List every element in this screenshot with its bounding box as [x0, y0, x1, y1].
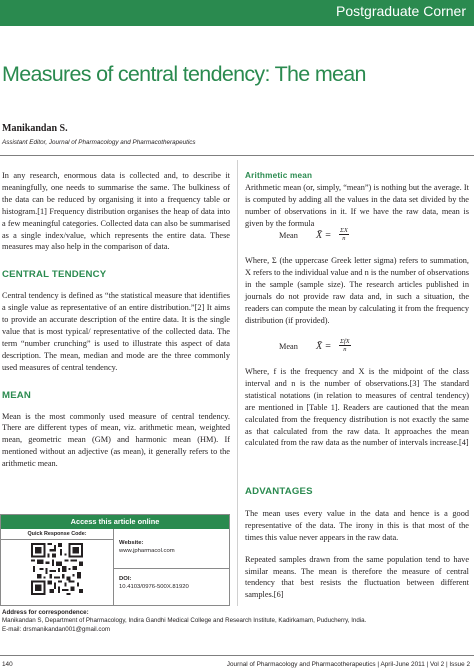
arithmetic-mean-heading: Arithmetic mean: [245, 171, 313, 180]
advantages-paragraph-2: Repeated samples drawn from the same population tend to have similar means. The mean is therefore the measure of central tendency that best resists the fluctuation between different samples.[6]: [245, 554, 469, 600]
access-heading: Access this article online: [1, 515, 229, 529]
formula-denominator: n: [342, 235, 346, 242]
advantages-paragraph-1: The mean uses every value in the data and hence is a good representative of the data. The irony in this is that most of the times this value never appears in the raw data.: [245, 508, 469, 542]
doi-block: [119, 575, 189, 591]
author-affiliation: Assistant Editor, Journal of Pharmacology and Pharmacotherapeutics: [2, 139, 196, 146]
formula-lhs: X̄ =: [316, 341, 332, 352]
formula-label: Mean: [279, 231, 298, 240]
formula-fraction: [339, 338, 351, 354]
qr-code-icon[interactable]: [31, 543, 83, 595]
arith-section: [245, 170, 469, 230]
advantages-section: [245, 486, 469, 601]
left-column: [2, 170, 230, 470]
formula-label: Mean: [279, 342, 298, 351]
box-divider: [114, 568, 229, 569]
formula-fraction: [339, 227, 349, 243]
column-divider: [237, 160, 238, 606]
intro-paragraph: In any research, enormous data is collected and, to describe it meaningfully, one needs to summarise the same. The bulkiness of the data can be reduced by organising it into a frequency table or histogram.[1] Frequency distribution organises the heap of data into a few meaningful categories. Collected data can also be summarised as a single index/value, which represents the entire data. These measures may also help in the comparison of data.: [2, 171, 230, 252]
where2-section: [245, 366, 469, 449]
qr-label: Quick Response Code:: [1, 529, 113, 540]
section-label: Postgraduate Corner: [336, 3, 466, 19]
website-block: [119, 539, 175, 555]
doi-label: DOI:: [119, 576, 132, 582]
doi-link[interactable]: 10.4103/0976-500X.81920: [119, 584, 189, 590]
arithmetic-mean-paragraph: Arithmetic mean (or, simply, “mean”) is nothing but the average. It is computed by adding all the values in the data set divided by the number of observations in it. If we have the raw data, mean is given by the formula: [245, 182, 469, 228]
section-banner: [0, 0, 474, 26]
mean-heading: MEAN: [2, 389, 32, 401]
header-divider: [0, 155, 474, 156]
where2-paragraph: Where, f is the frequency and X is the midpoint of the class interval and n is the number of observations.[3] The standard statistical notations (in relation to measures of central tendency) are mentioned in [Table 1]. Readers are cautioned that the mean calculated from the frequency distribution is not exactly the same as that calculated from the raw data. It approaches the mean calculated from the raw data as the number of intervals increase.[4]: [245, 367, 469, 448]
formula-lhs: X̄ =: [316, 230, 332, 241]
mean-paragraph: Mean is the most commonly used measure of central tendency. There are different types of mean, viz. arithmetic mean, weighted mean, geometric mean (GM) and harmonic mean (HM). If mentioned without an adjective (as mean), it generally refers to the arithmetic mean.: [2, 411, 230, 469]
central-tendency-heading: CENTRAL TENDENCY: [2, 269, 107, 281]
mean-formula-frequency: [279, 338, 369, 362]
advantages-heading: ADVANTAGES: [245, 486, 313, 497]
central-tendency-paragraph: Central tendency is defined as “the statistical measure that identifies a single value as representative of an entire distribution.”[2] It aims to provide an accurate description of the entire data. It is the single value that is most typical/ representative of the collected data. The term “number crunching” is used to illustrate this aspect of data description. The mean, median and mode are the three commonly used measures of central tendency.: [2, 291, 230, 372]
page-number: 140: [2, 661, 13, 668]
website-link[interactable]: www.jpharmacol.com: [119, 548, 175, 554]
formula-denominator: n: [343, 346, 347, 353]
author-name: Manikandan S.: [2, 123, 68, 134]
formula-numerator: ΣfX: [340, 338, 350, 345]
correspondence-heading: Address for correspondence:: [2, 609, 89, 616]
correspondence-address: Manikandan S, Department of Pharmacology, Indira Gandhi Medical College and Research Institute, Kadirkamam, Puducherry, India.: [2, 617, 367, 625]
website-label: Website:: [119, 540, 144, 546]
article-title: Measures of central tendency: The mean: [2, 62, 366, 86]
access-article-box: [0, 514, 230, 606]
where1-section: [245, 255, 469, 326]
formula-numerator: ΣX: [340, 227, 348, 234]
footer-divider: [0, 655, 474, 656]
journal-citation: Journal of Pharmacology and Pharmacotherapeutics | April-June 2011 | Vol 2 | Issue 2: [226, 661, 470, 668]
where1-paragraph: Where, Σ (the uppercase Greek letter sigma) refers to summation, X refers to the individual value and n is the number of observations in the sample (sample size). The research articles published in journals do not provide raw data and, in such a situation, the readers can compute the mean by calculating it from the frequency distribution (if provided).: [245, 256, 469, 325]
correspondence-block: [2, 609, 366, 634]
correspondence-email[interactable]: E-mail: drsmanikandan001@gmail.com: [2, 625, 111, 633]
